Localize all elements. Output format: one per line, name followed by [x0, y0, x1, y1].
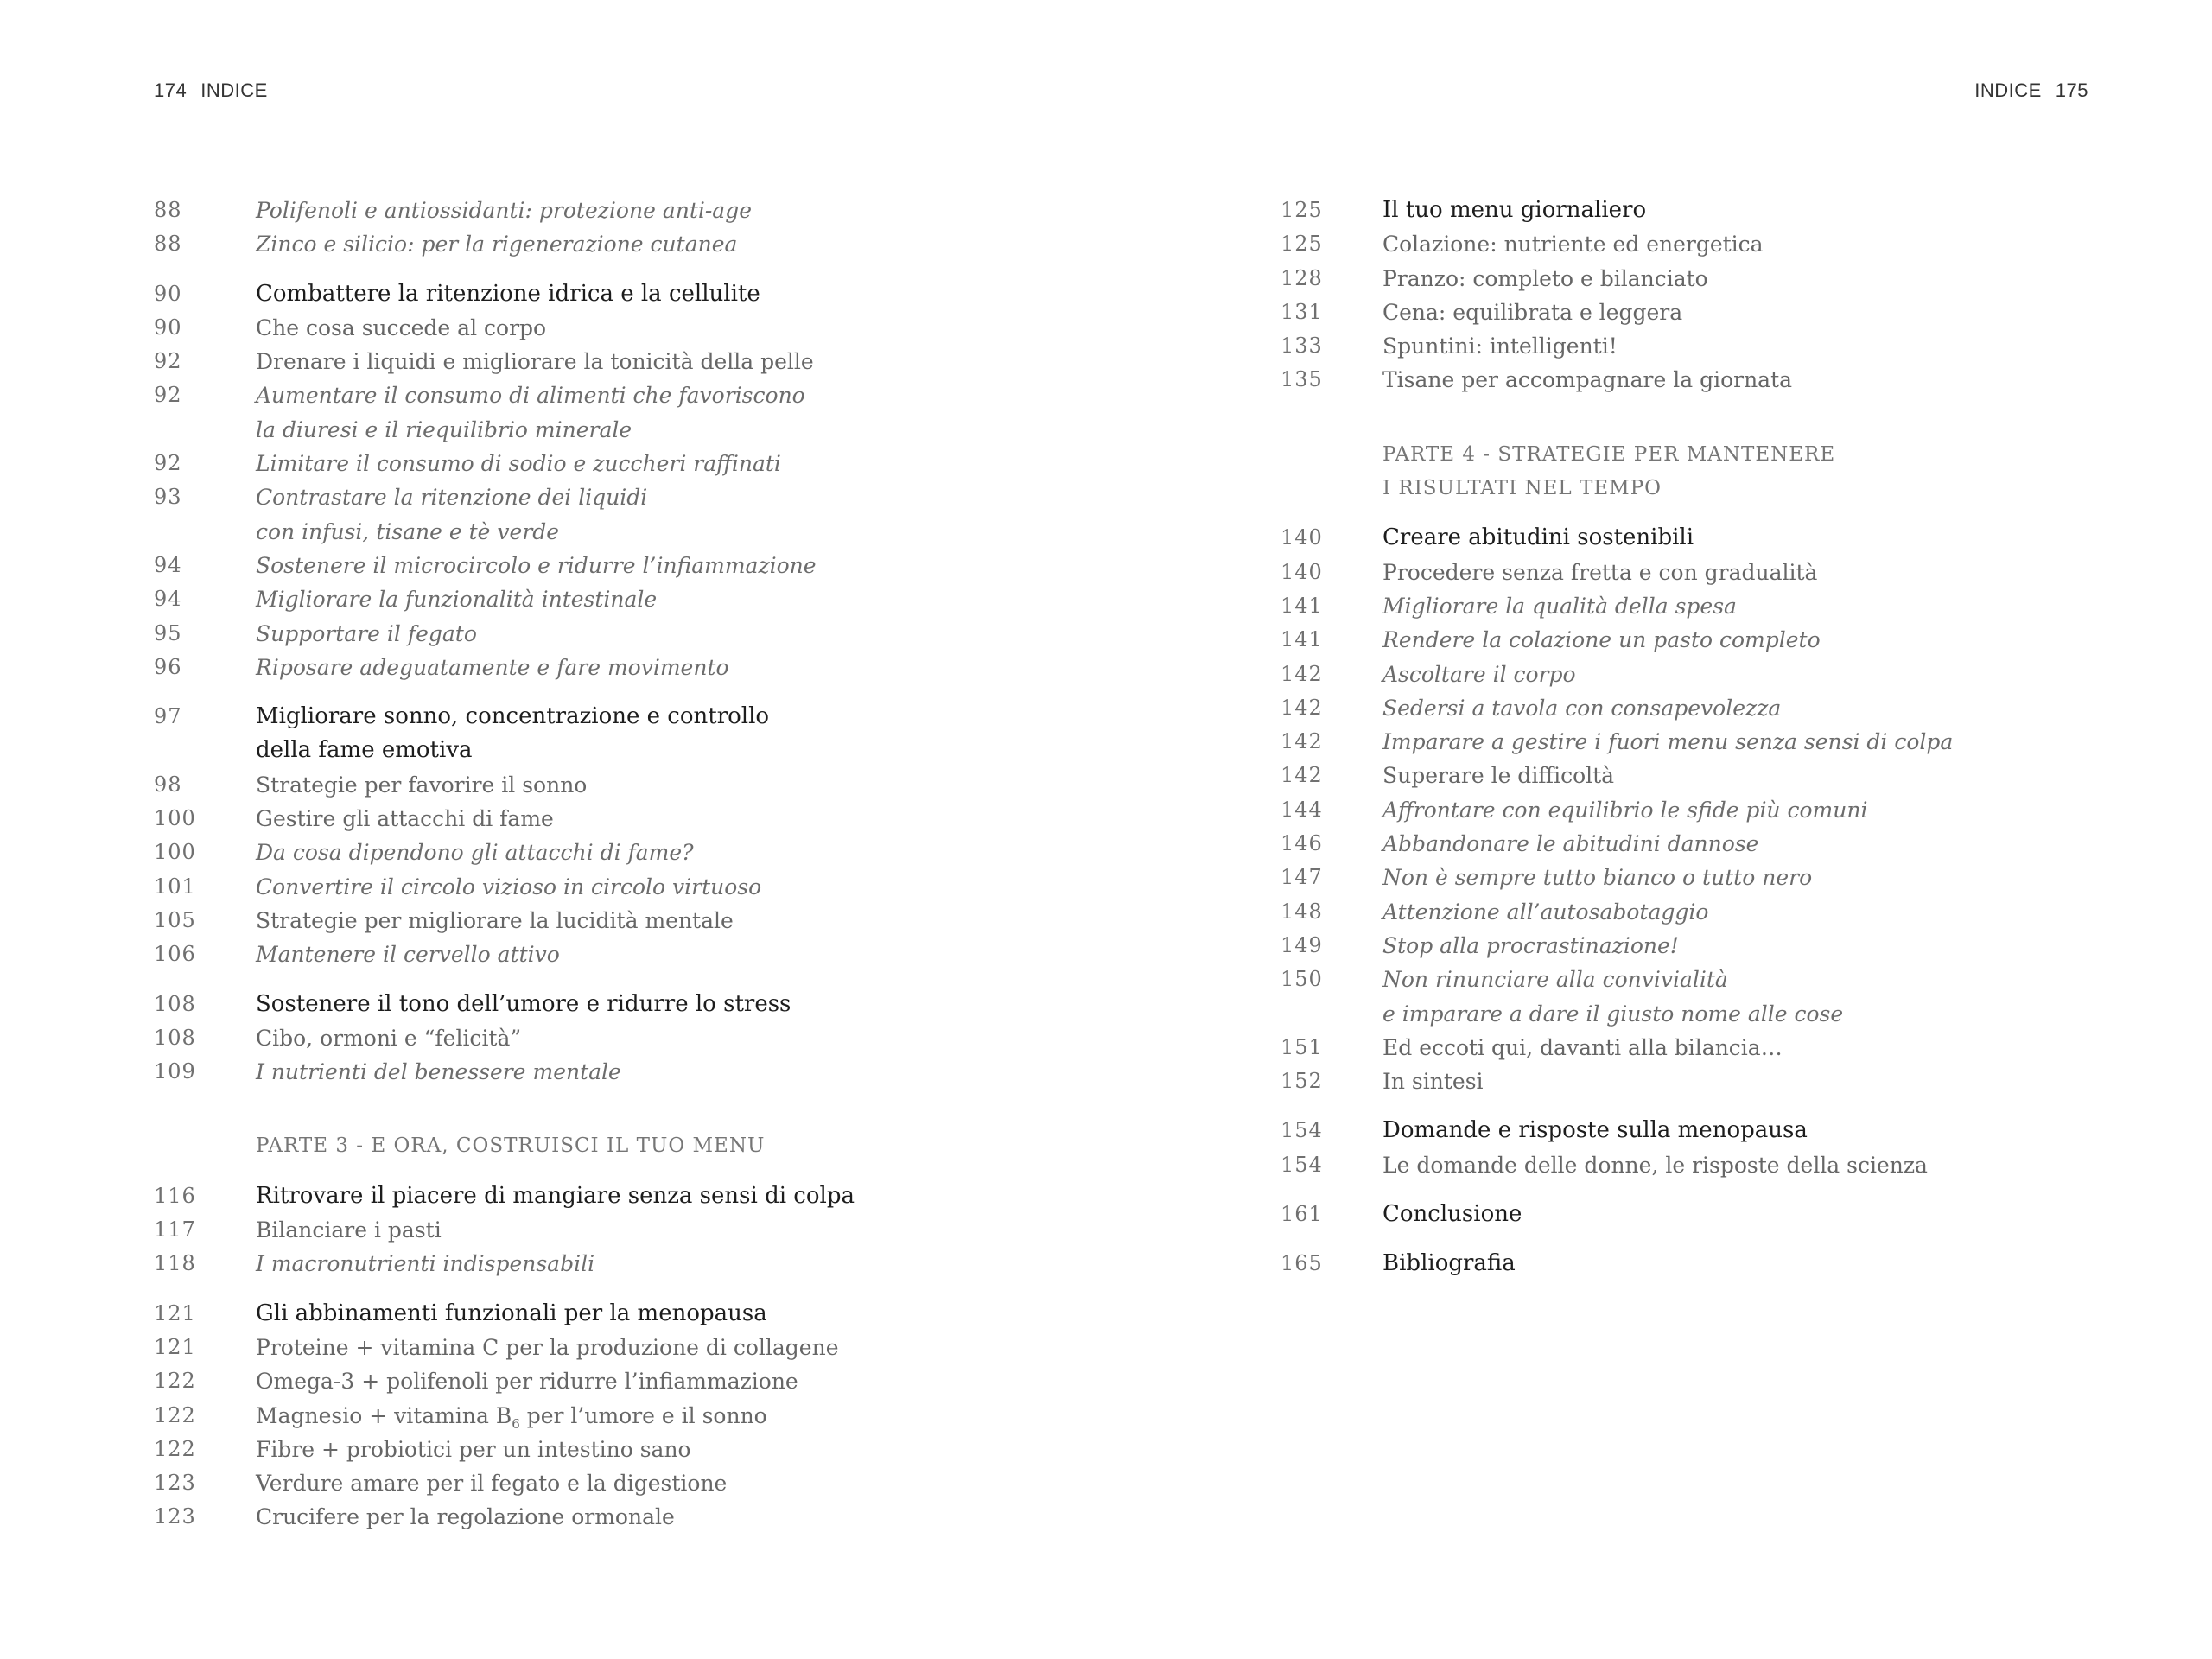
- entry-page-number: 154: [1281, 1118, 1323, 1143]
- entry-page-number: 101: [154, 874, 196, 899]
- right-page: [1106, 0, 2212, 1659]
- entry-title: Magnesio + vitamina $B_6$ per l’umore e il sonno: [256, 1402, 767, 1432]
- entry-title: Spuntini: intelligenti!: [1382, 334, 1618, 359]
- section-title: INDICE: [200, 79, 268, 101]
- entry-page-number: 128: [1281, 265, 1323, 290]
- entry-page-number: 92: [154, 383, 182, 408]
- entry-title: Non è sempre tutto bianco o tutto nero: [1382, 865, 1813, 891]
- entry-page-number: 108: [154, 1025, 196, 1050]
- entry-page-number: 142: [1281, 661, 1323, 686]
- entry-page-number: 117: [154, 1217, 196, 1243]
- entry-page-number: 105: [154, 907, 196, 932]
- running-head: [1974, 79, 2088, 102]
- entry-title: Le domande delle donne, le risposte della scienza: [1382, 1152, 1928, 1178]
- entry-title: Bilanciare i pasti: [256, 1217, 442, 1243]
- entry-title: e imparare a dare il giusto nome alle cose: [1382, 1001, 1844, 1027]
- entry-title: Fibre + probiotici per un intestino sano: [256, 1436, 691, 1462]
- entry-page-number: 92: [154, 349, 182, 374]
- entry-title: Convertire il circolo vizioso in circolo virtuoso: [256, 874, 762, 899]
- entry-title: Creare abitudini sostenibili: [1382, 524, 1694, 551]
- entry-page-number: 109: [154, 1059, 196, 1084]
- entry-page-number: 142: [1281, 763, 1323, 788]
- entry-title: Sostenere il tono dell’umore e ridurre lo stress: [256, 990, 791, 1017]
- entry-page-number: 93: [154, 485, 182, 510]
- entry-page-number: 133: [1281, 334, 1323, 359]
- entry-title: Colazione: nutriente ed energetica: [1382, 232, 1764, 257]
- entry-title: I nutrienti del benessere mentale: [256, 1059, 621, 1085]
- entry-title: I macronutrienti indispensabili: [256, 1251, 595, 1277]
- entry-title: Che cosa succede al corpo: [256, 315, 547, 340]
- entry-title: Tisane per accompagnare la giornata: [1382, 367, 1793, 393]
- entry-page-number: 161: [1281, 1202, 1323, 1227]
- entry-title: Contrastare la ritenzione dei liquidi: [256, 485, 648, 511]
- running-head: [154, 79, 268, 102]
- entry-title: Verdure amare per il fegato e la digestione: [256, 1471, 728, 1497]
- section-title: INDICE: [1974, 79, 2042, 101]
- entry-page-number: 141: [1281, 593, 1323, 618]
- entry-page-number: 122: [154, 1436, 196, 1461]
- entry-page-number: 123: [154, 1471, 196, 1496]
- entry-page-number: 92: [154, 451, 182, 476]
- entry-page-number: 165: [1281, 1251, 1323, 1276]
- entry-title: Attenzione all’autosabotaggio: [1382, 899, 1709, 925]
- entry-title: Omega-3 + polifenoli per ridurre l’infiammazione: [256, 1369, 798, 1395]
- entry-title: Proteine + vitamina C per la produzione di collagene: [256, 1334, 839, 1360]
- entry-page-number: 142: [1281, 695, 1323, 720]
- entry-title: Domande e risposte sulla menopausa: [1382, 1117, 1808, 1144]
- entry-title: PARTE 3 - E ORA, COSTRUISCI IL TUO MENU: [256, 1135, 766, 1158]
- entry-title: Imparare a gestire i fuori menu senza sensi di colpa: [1382, 729, 1954, 755]
- entry-page-number: 100: [154, 840, 196, 865]
- entry-title: Pranzo: completo e bilanciato: [1382, 265, 1708, 291]
- entry-title: Ed eccoti qui, davanti alla bilancia…: [1382, 1034, 1783, 1060]
- entry-page-number: 118: [154, 1251, 196, 1276]
- entry-title: con infusi, tisane e tè verde: [256, 518, 560, 544]
- entry-page-number: 97: [154, 704, 182, 729]
- entry-title: Affrontare con equilibrio le sfide più comuni: [1382, 797, 1868, 823]
- entry-page-number: 154: [1281, 1152, 1323, 1177]
- entry-page-number: 121: [154, 1300, 196, 1325]
- entry-title: Mantenere il cervello attivo: [256, 942, 560, 968]
- entry-page-number: 88: [154, 232, 182, 257]
- entry-page-number: 150: [1281, 967, 1323, 992]
- entry-title: Polifenoli e antiossidanti: protezione anti-age: [256, 198, 753, 223]
- entry-page-number: 140: [1281, 559, 1323, 584]
- entry-title: Migliorare la qualità della spesa: [1382, 593, 1737, 619]
- entry-title: PARTE 4 - STRATEGIE PER MANTENERE: [1382, 442, 1836, 466]
- entry-page-number: 146: [1281, 831, 1323, 856]
- page-number: 175: [2055, 79, 2088, 101]
- subscript: 6: [512, 1415, 520, 1432]
- entry-title: I RISULTATI NEL TEMPO: [1382, 477, 1662, 500]
- entry-title: Gestire gli attacchi di fame: [256, 806, 554, 832]
- entry-page-number: 96: [154, 654, 182, 679]
- entry-page-number: 140: [1281, 525, 1323, 550]
- entry-title: Superare le difficoltà: [1382, 763, 1615, 789]
- entry-page-number: 108: [154, 991, 196, 1016]
- entry-title: Sostenere il microcircolo e ridurre l’infiammazione: [256, 552, 817, 578]
- entry-page-number: 144: [1281, 797, 1323, 822]
- entry-title: Bibliografia: [1382, 1250, 1516, 1277]
- entry-title: Procedere senza fretta e con gradualità: [1382, 559, 1818, 585]
- entry-title: della fame emotiva: [256, 737, 473, 764]
- entry-title: Cibo, ormoni e “felicità”: [256, 1025, 522, 1051]
- entry-title: Ritrovare il piacere di mangiare senza sensi di colpa: [256, 1182, 855, 1209]
- entry-page-number: 141: [1281, 627, 1323, 652]
- entry-page-number: 122: [154, 1402, 196, 1427]
- entry-title: Stop alla procrastinazione!: [1382, 932, 1679, 958]
- entry-page-number: 90: [154, 315, 182, 340]
- entry-page-number: 98: [154, 772, 182, 797]
- entry-title: Crucifere per la regolazione ormonale: [256, 1504, 675, 1530]
- page-number: 174: [154, 79, 188, 101]
- entry-page-number: 135: [1281, 367, 1323, 392]
- entry-title: Cena: equilibrata e leggera: [1382, 299, 1683, 325]
- entry-page-number: 94: [154, 587, 182, 612]
- entry-title: Combattere la ritenzione idrica e la cellulite: [256, 280, 760, 307]
- entry-page-number: 94: [154, 552, 182, 577]
- entry-title: Sedersi a tavola con consapevolezza: [1382, 695, 1782, 721]
- entry-page-number: 100: [154, 806, 196, 831]
- entry-title: In sintesi: [1382, 1069, 1484, 1095]
- entry-page-number: 95: [154, 620, 182, 645]
- entry-page-number: 125: [1281, 232, 1323, 257]
- entry-page-number: 121: [154, 1334, 196, 1359]
- entry-title: la diuresi e il riequilibrio minerale: [256, 416, 632, 442]
- entry-page-number: 148: [1281, 899, 1323, 924]
- entry-page-number: 142: [1281, 729, 1323, 754]
- entry-title: Migliorare la funzionalità intestinale: [256, 587, 658, 613]
- entry-title: Zinco e silicio: per la rigenerazione cutanea: [256, 232, 738, 257]
- entry-page-number: 125: [1281, 198, 1323, 222]
- entry-page-number: 149: [1281, 932, 1323, 957]
- entry-page-number: 116: [154, 1183, 196, 1208]
- entry-title: Supportare il fegato: [256, 620, 477, 646]
- entry-title: Migliorare sonno, concentrazione e controllo: [256, 703, 770, 730]
- entry-title: Strategie per favorire il sonno: [256, 772, 588, 798]
- entry-page-number: 88: [154, 198, 182, 222]
- entry-title: Il tuo menu giornaliero: [1382, 197, 1647, 223]
- entry-title: Strategie per migliorare la lucidità mentale: [256, 907, 734, 933]
- entry-title: Abbandonare le abitudini dannose: [1382, 831, 1759, 857]
- entry-title: Non rinunciare alla convivialità: [1382, 967, 1728, 993]
- entry-title: Limitare il consumo di sodio e zuccheri raffinati: [256, 451, 781, 477]
- entry-page-number: 152: [1281, 1069, 1323, 1094]
- entry-page-number: 90: [154, 281, 182, 306]
- entry-title: Drenare i liquidi e migliorare la tonicità della pelle: [256, 349, 814, 375]
- entry-page-number: 147: [1281, 865, 1323, 890]
- entry-title: Gli abbinamenti funzionali per la menopausa: [256, 1300, 767, 1326]
- entry-page-number: 151: [1281, 1034, 1323, 1059]
- entry-title: Conclusione: [1382, 1201, 1522, 1228]
- entry-title: Riposare adeguatamente e fare movimento: [256, 654, 729, 680]
- entry-title: Rendere la colazione un pasto completo: [1382, 627, 1821, 653]
- entry-title: Ascoltare il corpo: [1382, 661, 1576, 687]
- entry-page-number: 131: [1281, 299, 1323, 324]
- entry-title: Aumentare il consumo di alimenti che favoriscono: [256, 383, 805, 409]
- entry-page-number: 122: [154, 1369, 196, 1394]
- entry-page-number: 123: [154, 1504, 196, 1529]
- entry-page-number: 106: [154, 942, 196, 967]
- entry-title: Da cosa dipendono gli attacchi di fame?: [256, 840, 694, 866]
